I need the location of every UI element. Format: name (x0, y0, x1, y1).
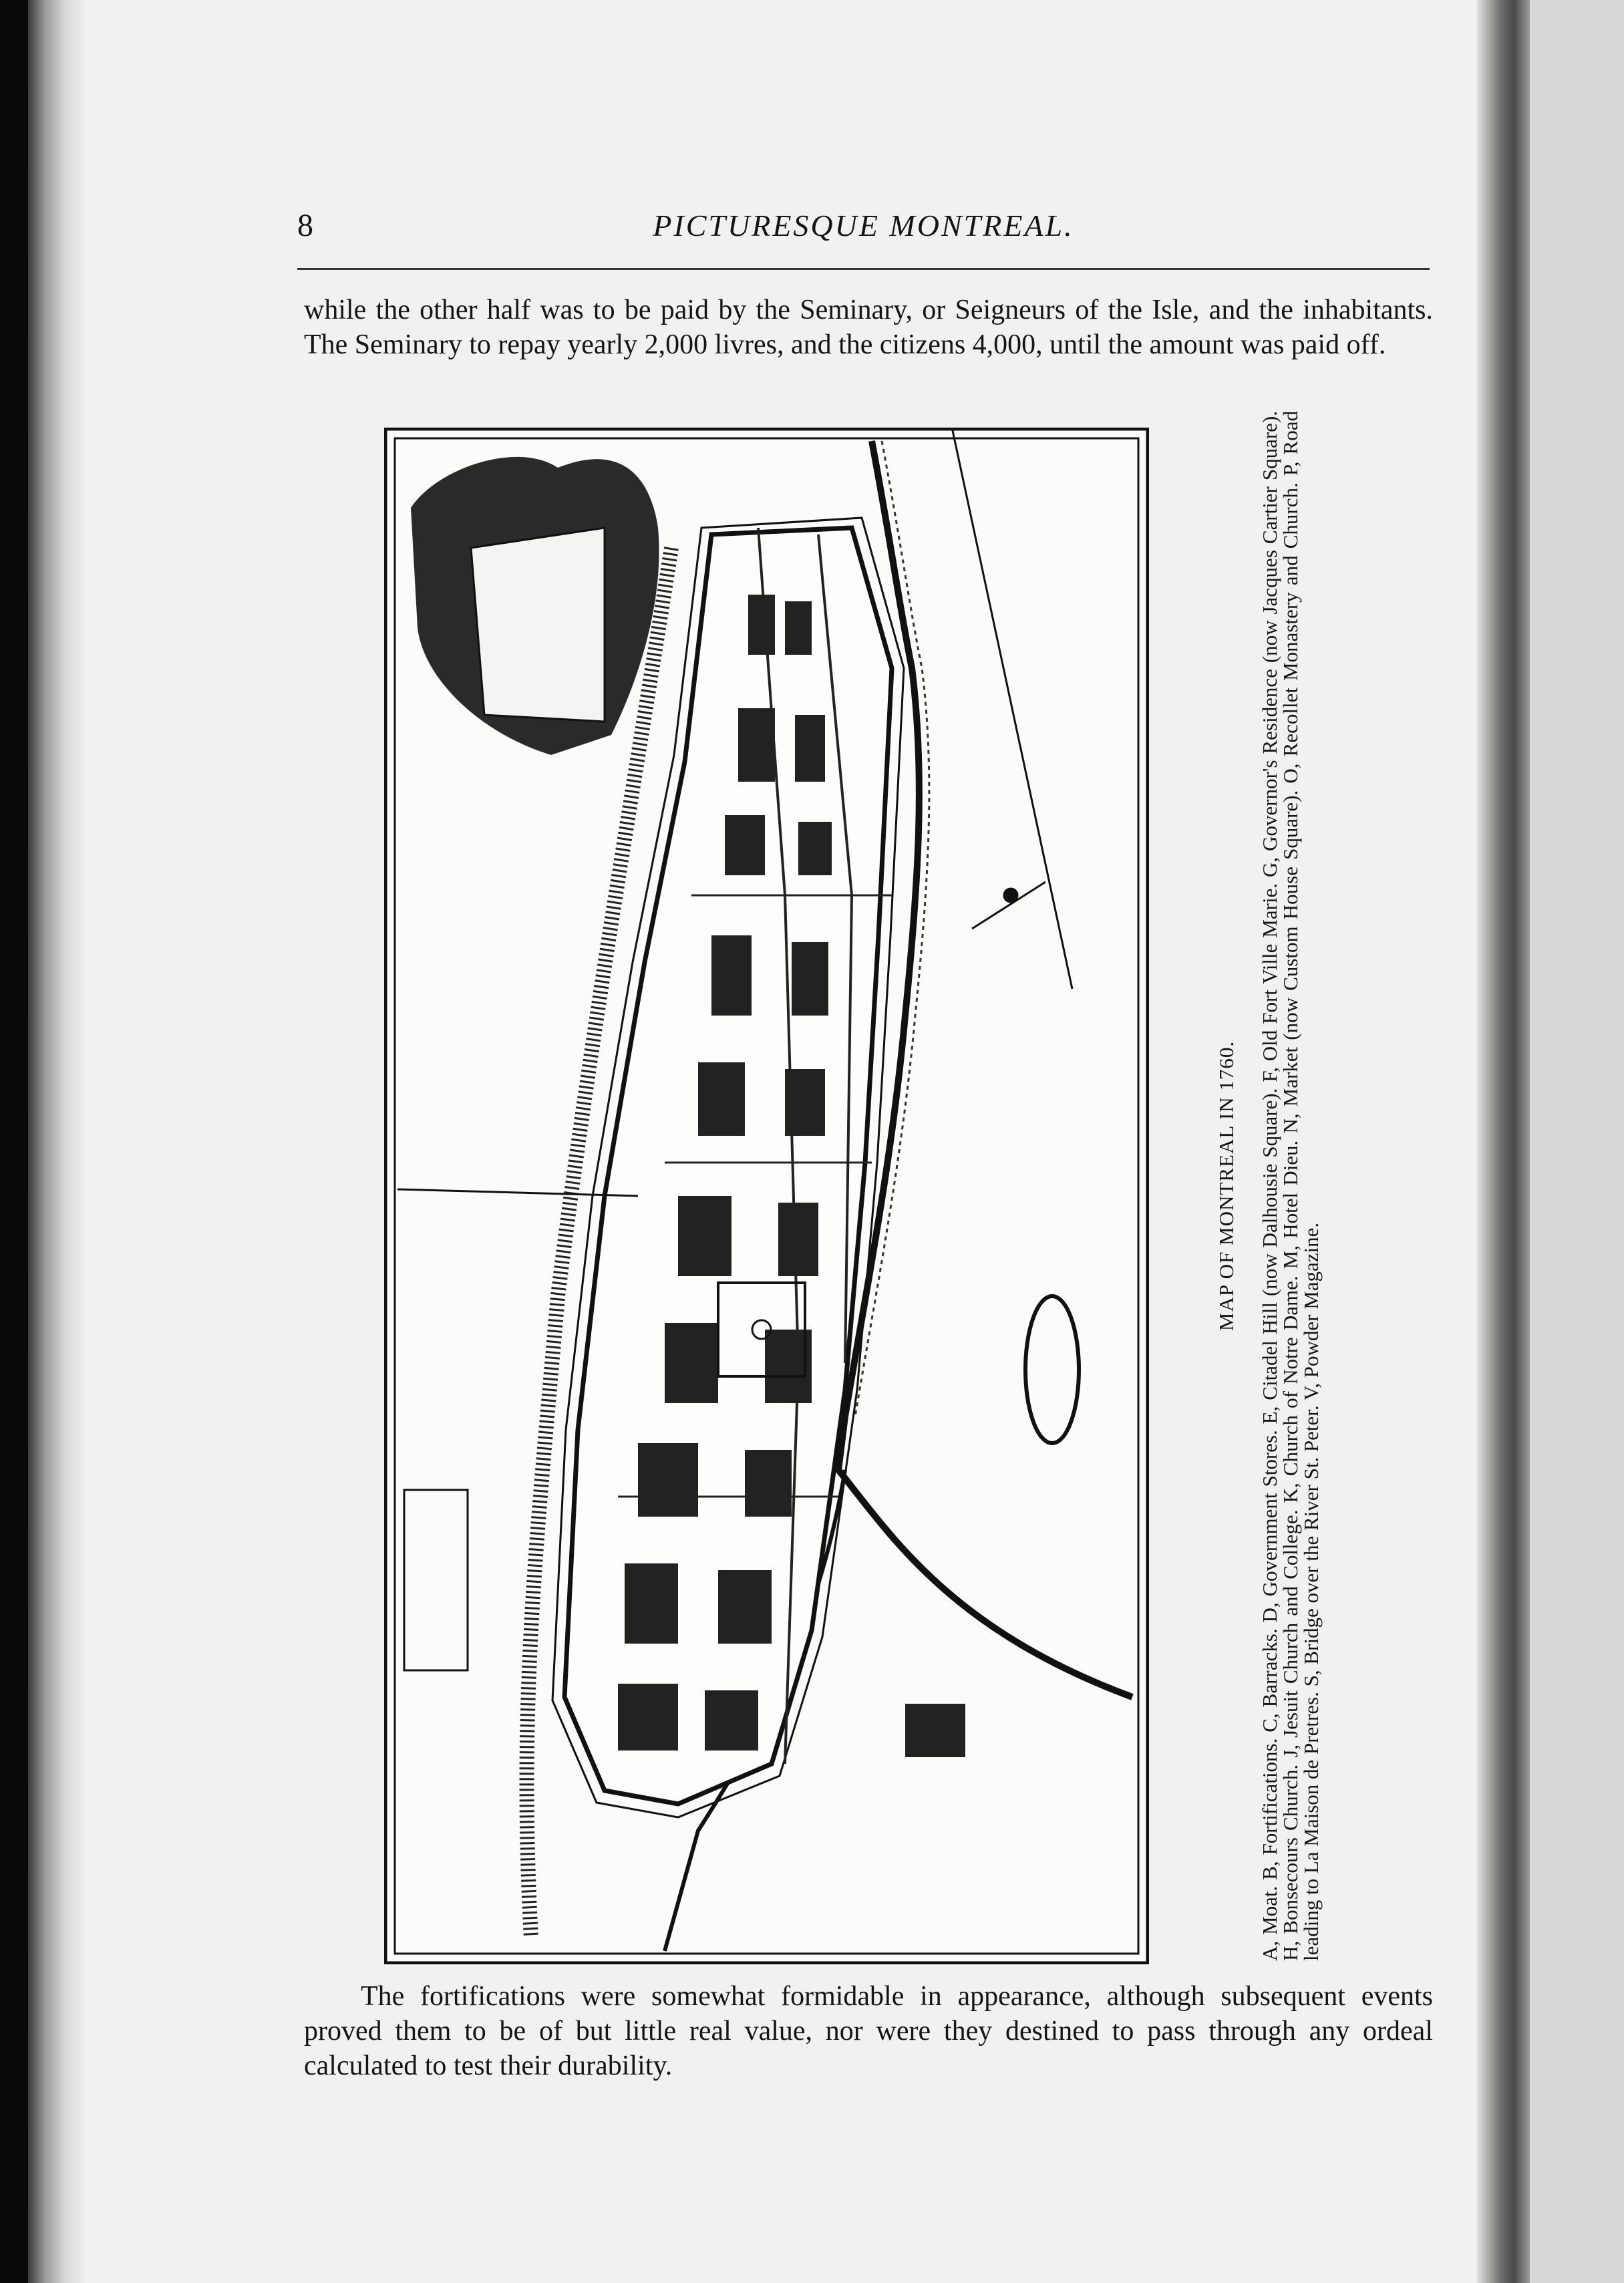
caption-legend: A, Moat. B, Fortifications. C, Barracks. D, Government Stores. E, Citadel Hill (now Dalhousie Square). F, Old Fort Ville Marie. G, Governor's Residence (now Jacques Cartier Square). H, Bonsecours Church. J, Jesuit Church and College. K, Church of Notre Dame. M, Hotel Dieu. N, Market (now Custom House Square). O, Recollet Monastery and Church. P, Road leading to La Maison de Pretres. S, Bridge over the River St. Peter. V, Powder Magazine. (1258, 411, 1323, 1961)
page-header (297, 206, 1430, 253)
binding-shadow (1476, 0, 1530, 2283)
caption-title: MAP OF MONTREAL IN 1760. (1214, 1040, 1238, 1332)
paragraph-bottom: The fortifications were somewhat formidable in appearance, although subsequent events proved them to be of but little real value, nor were they destined to pass through any ordeal calculated to test their durability. (304, 1981, 1433, 2081)
map-illustration (384, 428, 1149, 1964)
map-figure (384, 428, 1149, 1964)
hospital-grounds (905, 1704, 965, 1757)
page-number: 8 (297, 208, 313, 243)
figure-caption (1216, 411, 1390, 1961)
header-rule (297, 268, 1430, 270)
running-title: PICTURESQUE MONTREAL. (653, 208, 1074, 243)
paragraph-top: while the other half was to be paid by the Seminary, or Seigneurs of the Isle, and the inhabitants. The Seminary to repay yearly 2,000 livres, and the citizens 4,000, until the amount was paid off. (304, 295, 1433, 360)
facing-page-edge (1530, 0, 1624, 2283)
page-left-edge (28, 0, 85, 2283)
